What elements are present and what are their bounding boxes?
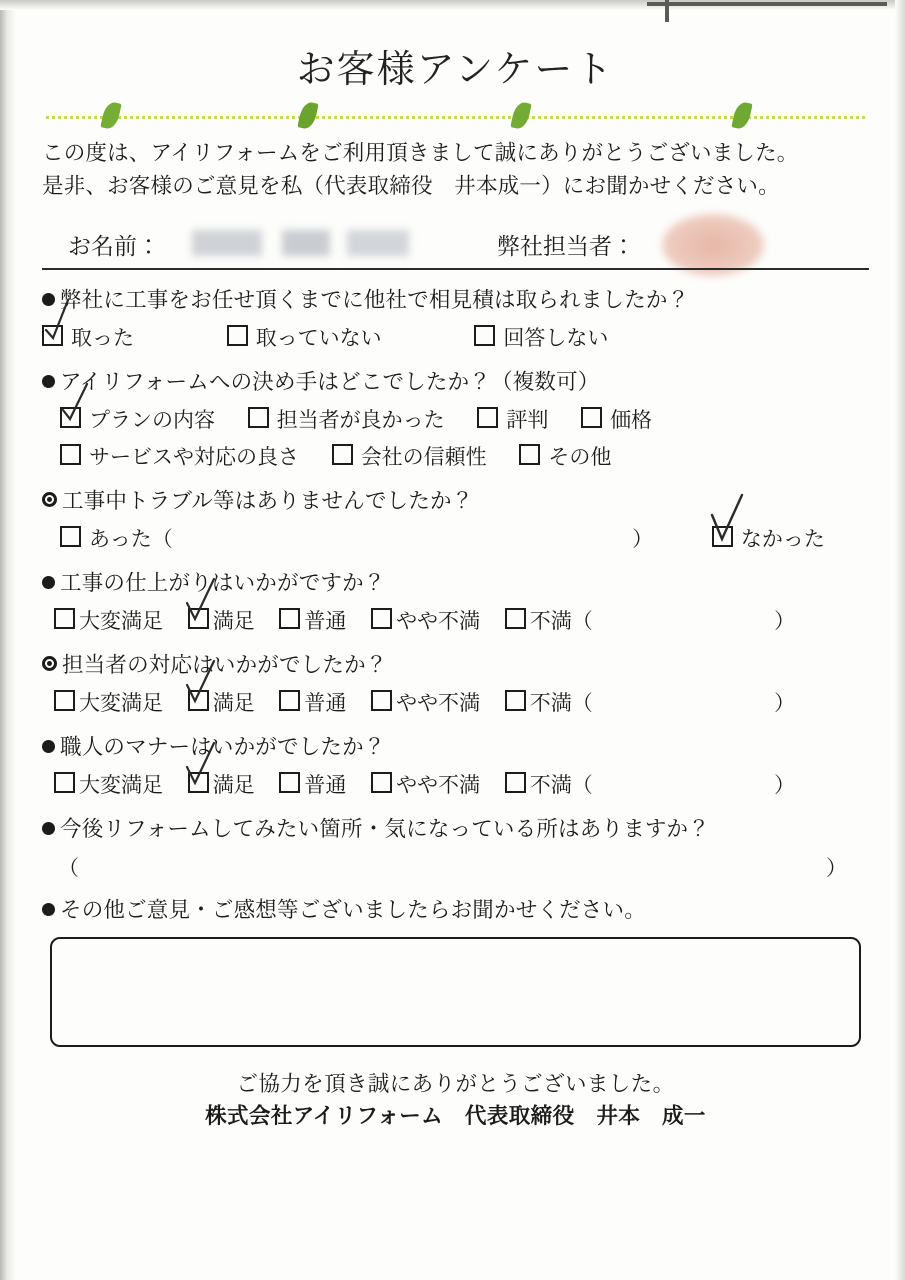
question-2-title [42, 368, 869, 397]
option-label: 取った [71, 325, 134, 350]
checkbox[interactable] [60, 407, 81, 428]
name-underline [42, 268, 869, 270]
question-1-text: 弊社に工事をお任せ頂くまでに他社で相見積は取られましたか？ [60, 287, 690, 313]
option-label: 取っていない [255, 325, 382, 350]
leaf-icon [297, 101, 318, 131]
option-q1-0[interactable] [42, 322, 134, 352]
checkbox[interactable] [581, 407, 602, 428]
checkbox[interactable] [188, 690, 209, 711]
option-label: 不満（ [529, 690, 593, 715]
question-5-title [42, 651, 869, 680]
question-5-text: 担当者の対応はいかがでしたか？ [62, 652, 388, 678]
checkbox[interactable] [248, 407, 269, 428]
close-paren: ） [774, 608, 796, 633]
option-label: 大変満足 [79, 690, 163, 715]
option-q6-2[interactable] [279, 769, 346, 799]
question-7-title [42, 815, 869, 844]
option-q6-3[interactable] [371, 769, 480, 799]
option-q2-3[interactable] [581, 404, 652, 434]
staff-label: 弊社担当者： [497, 233, 635, 260]
option-q2-1[interactable] [248, 404, 445, 434]
option-q5-0[interactable] [54, 687, 163, 717]
bullet-icon [42, 903, 55, 916]
option-q5-1[interactable] [188, 687, 255, 717]
question-6-options [54, 769, 869, 799]
checkbox[interactable] [60, 526, 81, 547]
question-2-text: アイリフォームへの決め手はどこでしたか？（複数可） [60, 369, 600, 395]
question-1 [42, 286, 869, 352]
close-paren: ） [774, 690, 796, 715]
option-label: 回答しない [503, 325, 609, 350]
option-label: なかった [740, 526, 825, 551]
option-label: 大変満足 [79, 608, 163, 633]
option-label: その他 [548, 444, 612, 469]
close-paren: ） [632, 526, 654, 551]
option-label: 評判 [506, 407, 549, 432]
option-q4-0[interactable] [54, 605, 163, 635]
question-5 [42, 651, 869, 717]
checkbox[interactable] [42, 325, 63, 346]
leaf-icon [101, 101, 122, 131]
question-8-text: その他ご意見・ご感想等ございましたらお聞かせください。 [60, 897, 646, 923]
question-8-title [42, 896, 869, 925]
close-paren: ） [826, 855, 847, 880]
option-q6-4[interactable] [505, 769, 593, 799]
option-q3-trouble-no[interactable] [712, 523, 825, 553]
scan-artifact-mark [647, 2, 887, 6]
option-label: やや不満 [396, 608, 481, 633]
bullet-icon [42, 822, 55, 835]
leaf-divider [46, 99, 865, 133]
checkbox[interactable] [371, 690, 392, 711]
question-1-options [42, 322, 869, 352]
option-q1-2[interactable] [474, 322, 608, 352]
option-label: サービスや対応の良さ [89, 444, 299, 469]
option-q4-1[interactable] [188, 605, 255, 635]
scan-edge-left [0, 0, 16, 1280]
question-7 [42, 815, 869, 844]
option-label: 不満（ [529, 608, 593, 633]
option-q4-2[interactable] [279, 605, 346, 635]
checkbox[interactable] [279, 772, 300, 793]
option-label: 大変満足 [79, 772, 163, 797]
bullet-icon [42, 293, 55, 306]
question-7-answer-line[interactable] [42, 852, 869, 886]
checkbox[interactable] [474, 325, 495, 346]
checkbox[interactable] [332, 444, 353, 465]
option-label: 価格 [610, 407, 653, 432]
checkbox[interactable] [54, 772, 75, 793]
question-8 [42, 896, 869, 925]
question-2-options-row-1 [60, 404, 869, 434]
option-q5-2[interactable] [279, 687, 346, 717]
question-2-options-row-2 [60, 441, 869, 471]
question-3-text: 工事中トラブル等はありませんでしたか？ [62, 488, 474, 514]
respondent-row [42, 224, 869, 270]
closing-line-1: ご協力を頂き誠にありがとうございました。 [236, 1071, 675, 1097]
question-6 [42, 733, 869, 799]
checkbox[interactable] [371, 608, 392, 629]
question-6-text: 職人のマナーはいかがでしたか？ [60, 734, 386, 760]
checkbox[interactable] [279, 690, 300, 711]
question-3 [42, 487, 869, 553]
closing-message [16, 1069, 895, 1134]
bullet-ring-icon [42, 656, 57, 671]
option-q3-trouble-yes[interactable] [60, 523, 173, 553]
option-label: 普通 [304, 772, 347, 797]
option-label: 会社の信頼性 [360, 444, 487, 469]
bullet-ring-icon [42, 492, 57, 507]
checkbox[interactable] [712, 526, 733, 547]
intro-line-2: 是非、お客様のご意見を私（代表取締役 井本成一）にお聞かせください。 [42, 174, 780, 200]
open-paren: （ [58, 855, 79, 880]
question-3-options [60, 523, 869, 553]
checkbox[interactable] [477, 407, 498, 428]
checkbox[interactable] [54, 690, 75, 711]
option-q2-2[interactable] [477, 404, 548, 434]
option-label: やや不満 [396, 690, 481, 715]
option-label: プランの内容 [89, 407, 215, 432]
option-label: 満足 [212, 608, 255, 633]
intro-line-1: この度は、アイリフォームをご利用頂きまして誠にありがとうございました。 [42, 141, 799, 166]
option-label: やや不満 [396, 772, 481, 797]
intro-paragraph [42, 137, 869, 204]
checkbox[interactable] [227, 325, 248, 346]
leaf-icon [510, 101, 531, 131]
checkbox[interactable] [188, 772, 209, 793]
redacted-name-part [192, 230, 262, 256]
survey-form [16, 10, 895, 1278]
question-5-options [54, 687, 869, 717]
question-4-title [42, 569, 869, 598]
option-q2-4[interactable] [60, 441, 299, 471]
question-2 [42, 368, 869, 471]
option-q4-4[interactable] [505, 605, 593, 635]
bullet-icon [42, 576, 55, 589]
checkbox[interactable] [60, 444, 81, 465]
option-label: 満足 [212, 690, 255, 715]
question-7-text: 今後リフォームしてみたい箇所・気になっている所はありますか？ [60, 816, 710, 842]
closing-line-2: 株式会社アイリフォーム 代表取締役 井本 成一 [205, 1104, 706, 1129]
free-comment-box[interactable] [50, 937, 861, 1047]
page-title: お客様アンケート [296, 47, 615, 91]
question-4 [42, 569, 869, 635]
close-paren: ） [774, 772, 796, 797]
leaf-icon [731, 101, 752, 131]
name-label: お名前： [68, 233, 160, 260]
option-label: 不満（ [529, 772, 593, 797]
option-q6-0[interactable] [54, 769, 163, 799]
option-q2-6[interactable] [519, 441, 611, 471]
checkbox[interactable] [519, 444, 540, 465]
bullet-icon [42, 740, 55, 753]
checkbox[interactable] [188, 608, 209, 629]
redacted-name-part [347, 230, 409, 256]
option-label: 普通 [304, 608, 347, 633]
option-q2-0[interactable] [60, 404, 215, 434]
checkbox[interactable] [505, 690, 526, 711]
bullet-icon [42, 375, 55, 388]
option-q5-3[interactable] [371, 687, 480, 717]
option-q2-5[interactable] [332, 441, 487, 471]
redacted-name-part [282, 230, 330, 256]
question-6-title [42, 733, 869, 762]
option-q4-3[interactable] [371, 605, 480, 635]
option-q1-1[interactable] [227, 322, 382, 352]
scan-edge-right [895, 0, 905, 1280]
question-4-text: 工事の仕上がりはいかがですか？ [60, 570, 386, 596]
question-1-title [42, 286, 869, 315]
checkbox[interactable] [505, 608, 526, 629]
checkbox[interactable] [279, 608, 300, 629]
redacted-staff-stamp [662, 214, 764, 276]
option-q5-4[interactable] [505, 687, 593, 717]
option-label: 満足 [212, 772, 255, 797]
checkbox[interactable] [54, 608, 75, 629]
option-label: あった（ [89, 526, 173, 551]
question-4-options [54, 605, 869, 635]
checkbox[interactable] [505, 772, 526, 793]
question-3-title [42, 487, 869, 516]
option-label: 普通 [304, 690, 347, 715]
option-q6-1[interactable] [188, 769, 255, 799]
option-label: 担当者が良かった [276, 407, 445, 432]
checkbox[interactable] [371, 772, 392, 793]
